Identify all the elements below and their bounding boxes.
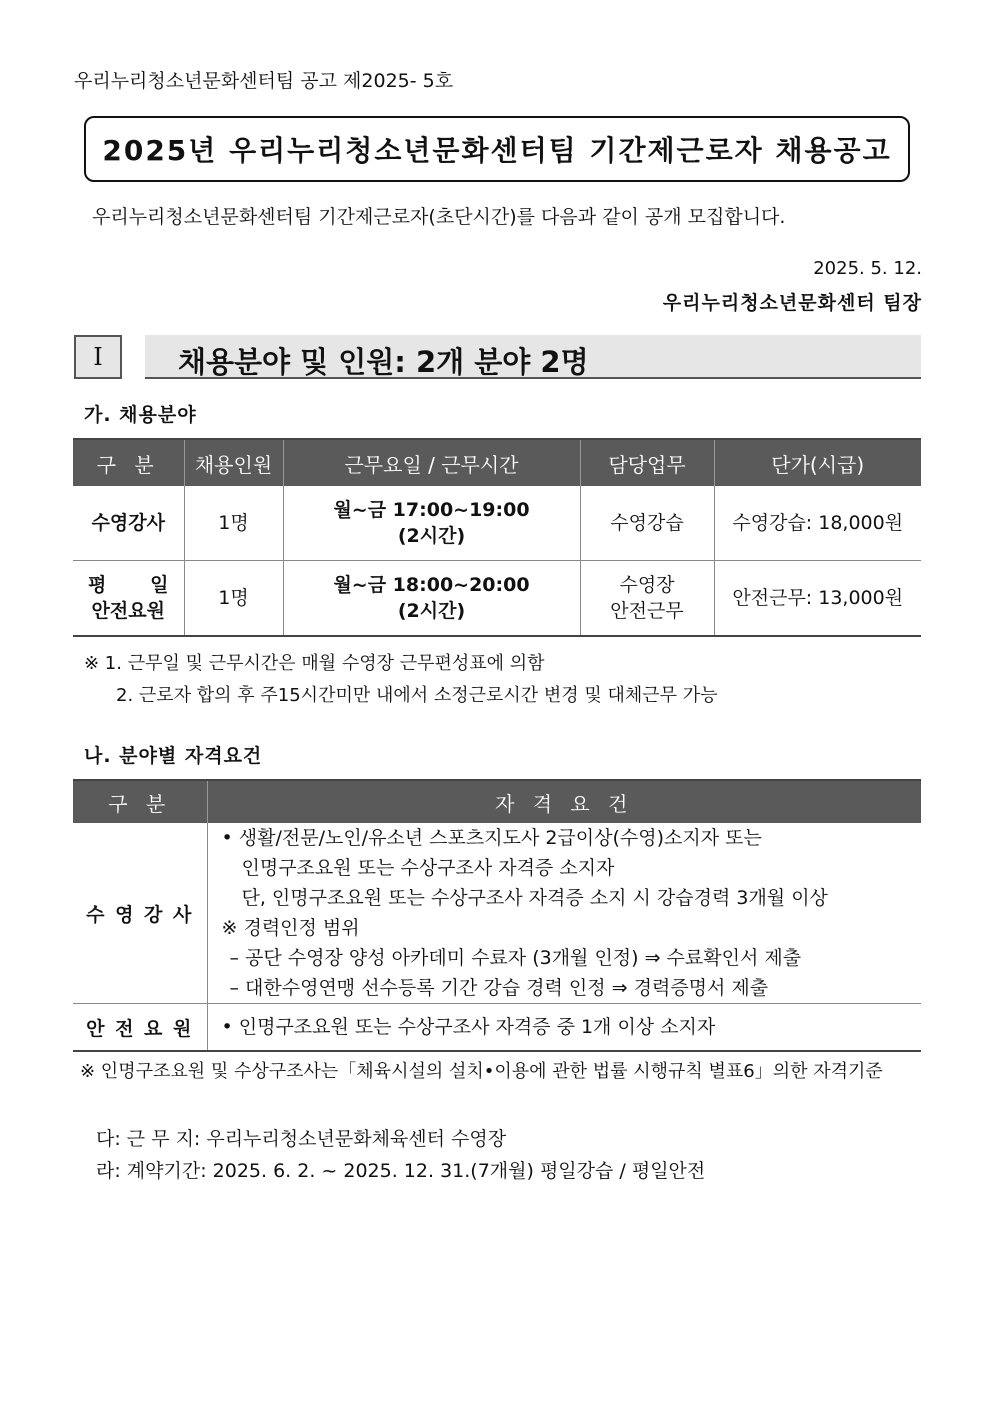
row-schedule: [283, 561, 580, 637]
header-requirements: 자 격 요 건: [207, 780, 921, 823]
row-requirements: [207, 823, 921, 1004]
notice-number: 우리누리청소년문화센터팀 공고 제2025- 5호: [74, 70, 454, 92]
category-line2: 안전요원: [91, 600, 165, 622]
table-row: [73, 823, 921, 1004]
row-duty: 수영강습: [580, 486, 714, 561]
requirement-line: 인명구조요원 또는 수상구조사 자격증 소지자: [241, 857, 615, 879]
header-count: 채용인원: [184, 439, 283, 486]
header-pay: 단가(시급): [714, 439, 921, 486]
subsection-b-title: 나. 분야별 자격요건: [84, 745, 263, 767]
header-category: 구 분: [73, 439, 184, 486]
requirement-line: 단, 인명구조요원 또는 수상구조사 자격증 소지 시 강습경력 3개월 이상: [241, 887, 828, 909]
row-category: 수 영 강 사: [73, 823, 207, 1004]
subsection-a-title: 가. 채용분야: [84, 404, 197, 426]
table-header-row: [73, 439, 921, 486]
row-pay: 수영강습: 18,000원: [714, 486, 921, 561]
issuer: 우리누리청소년문화센터 팀장: [662, 292, 922, 314]
header-category: 구 분: [73, 780, 207, 823]
row-pay: 안전근무: 13,000원: [714, 561, 921, 637]
row-requirements: • 인명구조요원 또는 수상구조사 자격증 중 1개 이상 소지자: [207, 1004, 921, 1052]
table-row: [73, 486, 921, 561]
section-title: 채용분야 및 인원: 2개 분야 2명: [178, 345, 589, 379]
note-1: ※ 1. 근무일 및 근무시간은 매월 수영장 근무편성표에 의함: [84, 653, 545, 674]
row-count: 1명: [184, 486, 283, 561]
row-category: [73, 561, 184, 637]
header-duty: 담당업무: [580, 439, 714, 486]
section-number: Ⅰ: [74, 335, 122, 379]
schedule-hours: (2시간): [397, 525, 466, 547]
qualification-note: ※ 인명구조요원 및 수상구조사는「체육시설의 설치•이용에 관한 법률 시행규칙 별표6」의한 자격기준: [80, 1061, 883, 1082]
row-category: 수영강사: [73, 486, 184, 561]
qualification-table: [73, 779, 921, 1052]
requirement-line: ※ 경력인정 범위: [221, 917, 360, 939]
schedule-hours: (2시간): [397, 600, 466, 622]
table-row: [73, 561, 921, 637]
contract-period: 라: 계약기간: 2025. 6. 2. ~ 2025. 12. 31.(7개월) 평일강습 / 평일안전: [96, 1160, 706, 1182]
notice-date: 2025. 5. 12.: [813, 258, 922, 279]
row-category: 안 전 요 원: [73, 1004, 207, 1052]
row-schedule: [283, 486, 580, 561]
workplace: 다: 근 무 지: 우리누리청소년문화체육센터 수영장: [96, 1128, 507, 1150]
requirement-line: – 공단 수영장 양성 아카데미 수료자 (3개월 인정) ⇒ 수료확인서 제출: [229, 947, 802, 969]
note-2: 2. 근로자 합의 후 주15시간미만 내에서 소정근로시간 변경 및 대체근무 가능: [116, 685, 718, 706]
page-title: 2025년 우리누리청소년문화센터팀 기간제근로자 채용공고: [84, 116, 910, 182]
row-count: 1명: [184, 561, 283, 637]
table-header-row: [73, 780, 921, 823]
header-schedule: 근무요일 / 근무시간: [283, 439, 580, 486]
row-duty: [580, 561, 714, 637]
category-line1: 평 일: [88, 574, 169, 596]
schedule-days: 월~금 18:00~20:00: [333, 574, 530, 596]
duty-line2: 안전근무: [610, 600, 684, 622]
schedule-days: 월~금 17:00~19:00: [333, 499, 530, 521]
recruitment-table: [73, 438, 921, 637]
table-row: [73, 1004, 921, 1052]
requirement-line: – 대한수영연맹 선수등록 기간 강습 경력 인정 ⇒ 경력증명서 제출: [229, 977, 769, 999]
duty-line1: 수영장: [619, 574, 675, 596]
intro-text: 우리누리청소년문화센터팀 기간제근로자(초단시간)를 다음과 같이 공개 모집합니다.: [92, 206, 786, 228]
requirement-line: • 생활/전문/노인/유소년 스포츠지도사 2급이상(수영)소지자 또는: [221, 827, 762, 849]
